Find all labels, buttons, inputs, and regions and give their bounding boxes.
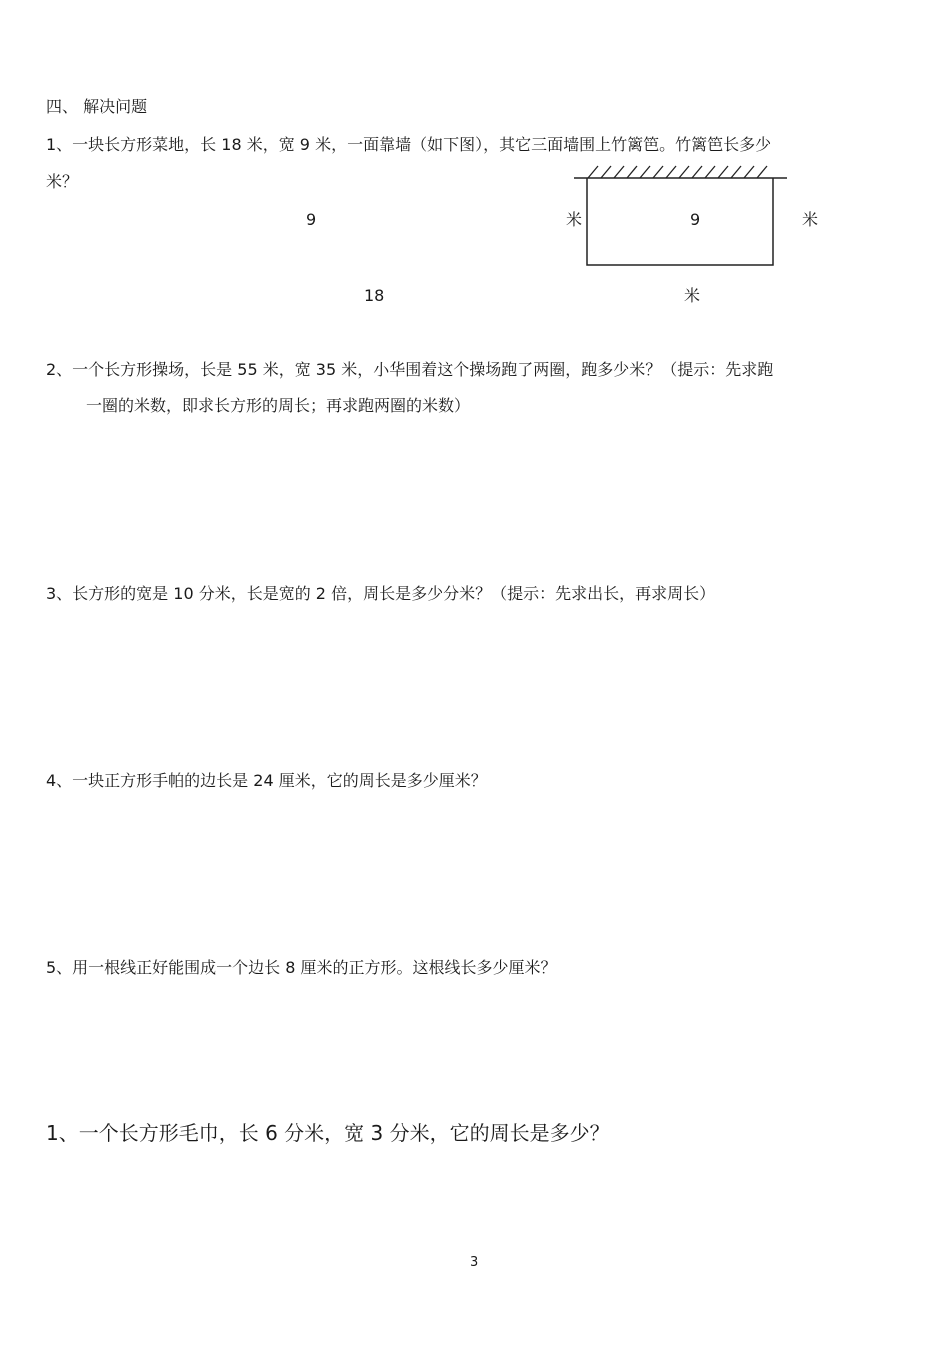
extra-question: 1、一个长方形毛巾，长 6 分米，宽 3 分米，它的周长是多少？ bbox=[46, 1121, 610, 1145]
diagram-bottom-unit: 米 bbox=[684, 286, 701, 305]
question-4: 4、一块正方形手帕的边长是 24 厘米，它的周长是多少厘米？ bbox=[46, 771, 487, 790]
diagram-right-unit: 米 bbox=[802, 210, 819, 229]
diagram-inner-value: 9 bbox=[690, 210, 701, 229]
question-1-line-1: 1、一块长方形菜地，长 18 米，宽 9 米，一面靠墙（如下图），其它三面墙围上竹篱笆。竹篱笆长多少 bbox=[46, 135, 772, 154]
diagram-bottom-value: 18 bbox=[364, 286, 385, 305]
question-2-line-2: 一圈的米数，即求长方形的周长；再求跑两圈的米数） bbox=[86, 396, 471, 415]
page-number: 3 bbox=[470, 1255, 479, 1270]
fence-rectangle bbox=[587, 178, 773, 265]
question-3: 3、长方形的宽是 10 分米，长是宽的 2 倍，周长是多少分米？（提示：先求出长，再求周长） bbox=[46, 584, 716, 603]
wall-hatching bbox=[588, 166, 767, 178]
question-2-line-1: 2、一个长方形操场，长是 55 米，宽 35 米，小华围着这个操场跑了两圈，跑多少米？（提示：先求跑 bbox=[46, 360, 774, 379]
section-heading: 四、 解决问题 bbox=[46, 97, 148, 116]
diagram-left-unit: 米 bbox=[566, 210, 583, 229]
diagram-left-value: 9 bbox=[306, 210, 317, 229]
question-5: 5、用一根线正好能围成一个边长 8 厘米的正方形。这根线长多少厘米？ bbox=[46, 958, 557, 977]
question-1-line-2: 米？ bbox=[46, 172, 79, 191]
